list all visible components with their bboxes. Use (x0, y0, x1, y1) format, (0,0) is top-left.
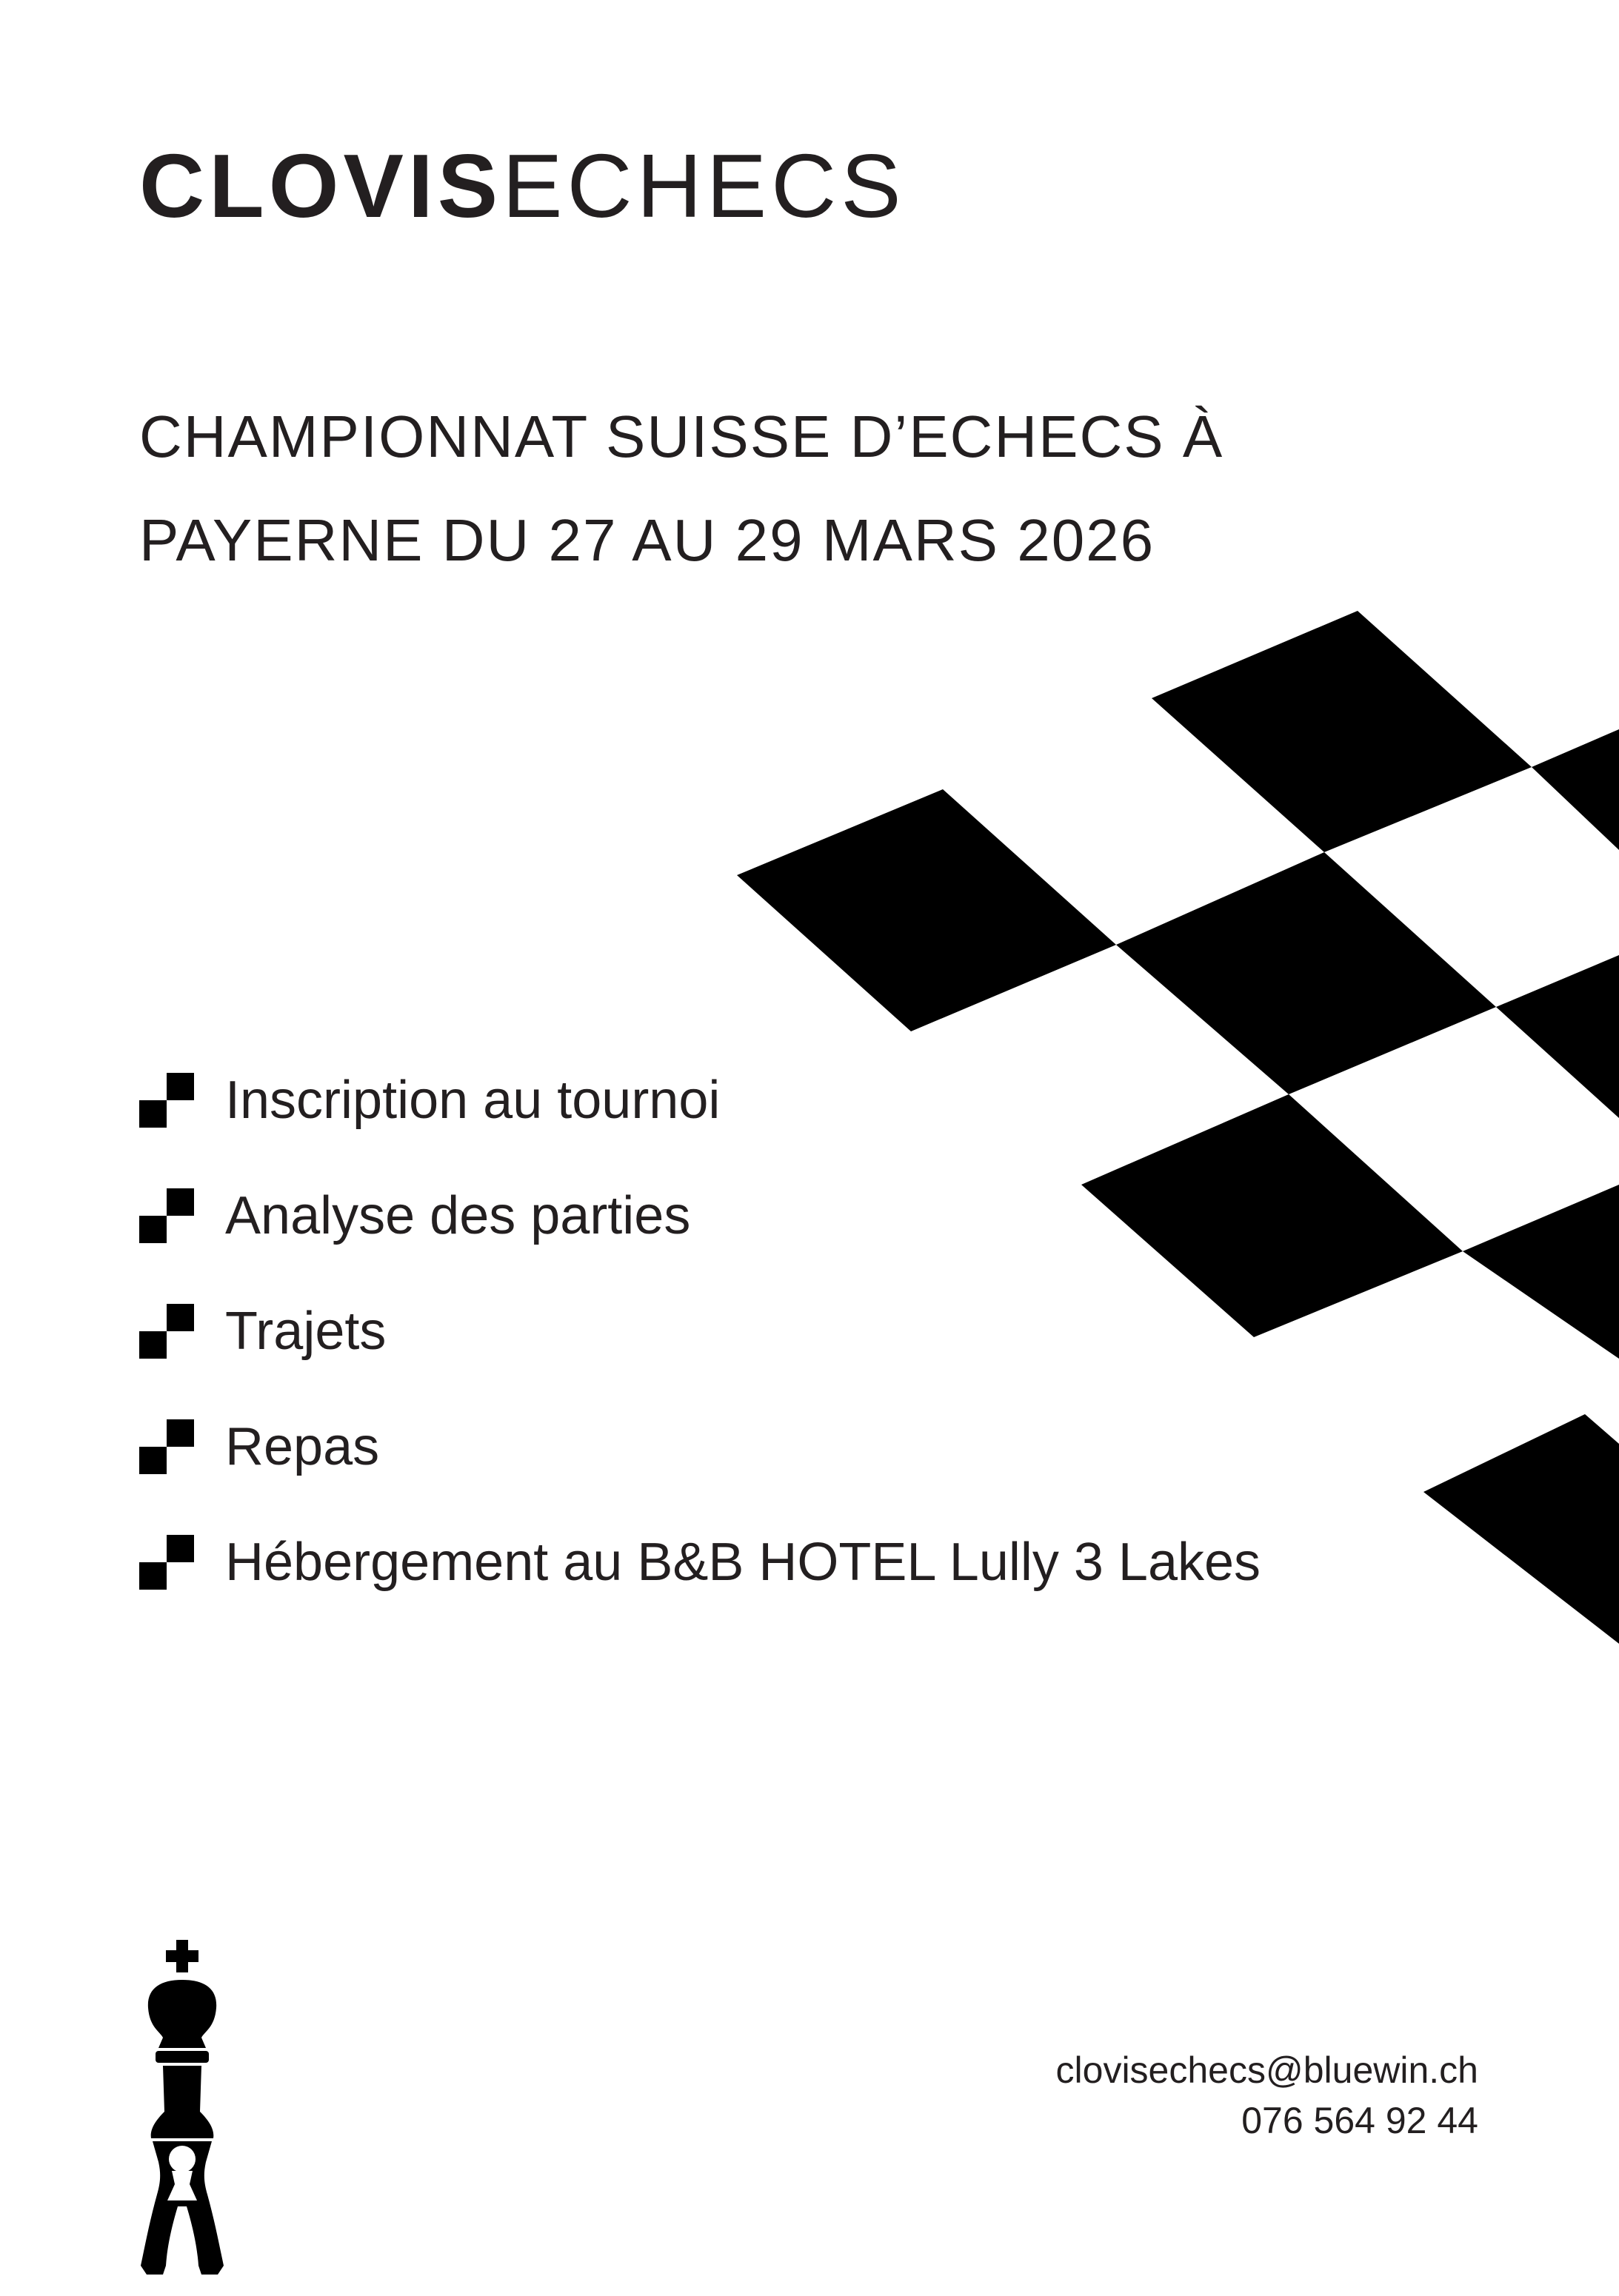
brand-logo (139, 135, 906, 236)
list-item (139, 1389, 1261, 1505)
checker-bullet-icon (139, 1304, 194, 1359)
checker-bullet-icon (139, 1419, 194, 1474)
checker-bullet-icon (139, 1188, 194, 1243)
list-item (139, 1273, 1261, 1389)
service-label: Repas (225, 1417, 380, 1476)
list-item (139, 1505, 1261, 1620)
service-label: Trajets (225, 1302, 387, 1361)
services-list (139, 1042, 1261, 1620)
contact-email[interactable]: clovisechecs@bluewin.ch (1055, 2049, 1478, 2091)
headline-line-1: CHAMPIONNAT SUISSE D’ECHECS À (139, 404, 1224, 469)
checker-square (737, 789, 1116, 1031)
headline (139, 385, 1224, 592)
service-label: Analyse des parties (225, 1186, 691, 1245)
checker-bullet-icon (139, 1535, 194, 1590)
headline-line-2: PAYERNE DU 27 AU 29 MARS 2026 (139, 507, 1155, 573)
checker-square (1496, 955, 1619, 1118)
brand-light: ECHECS (502, 135, 906, 236)
checker-square (1423, 1414, 1619, 1644)
list-item (139, 1158, 1261, 1273)
contact-block (1056, 2045, 1478, 2146)
brand-bold: CLOVIS (139, 135, 503, 236)
checker-square (1152, 611, 1532, 852)
service-label: Inscription au tournoi (225, 1071, 721, 1130)
contact-phone[interactable]: 076 564 92 44 (1241, 2100, 1478, 2141)
list-item (139, 1042, 1261, 1158)
chess-king-icon (138, 1940, 227, 2280)
checker-square (1463, 1185, 1619, 1359)
checker-bullet-icon (139, 1073, 194, 1128)
service-label: Hébergement au B&B HOTEL Lully 3 Lakes (225, 1533, 1261, 1592)
checker-square (1532, 729, 1619, 850)
